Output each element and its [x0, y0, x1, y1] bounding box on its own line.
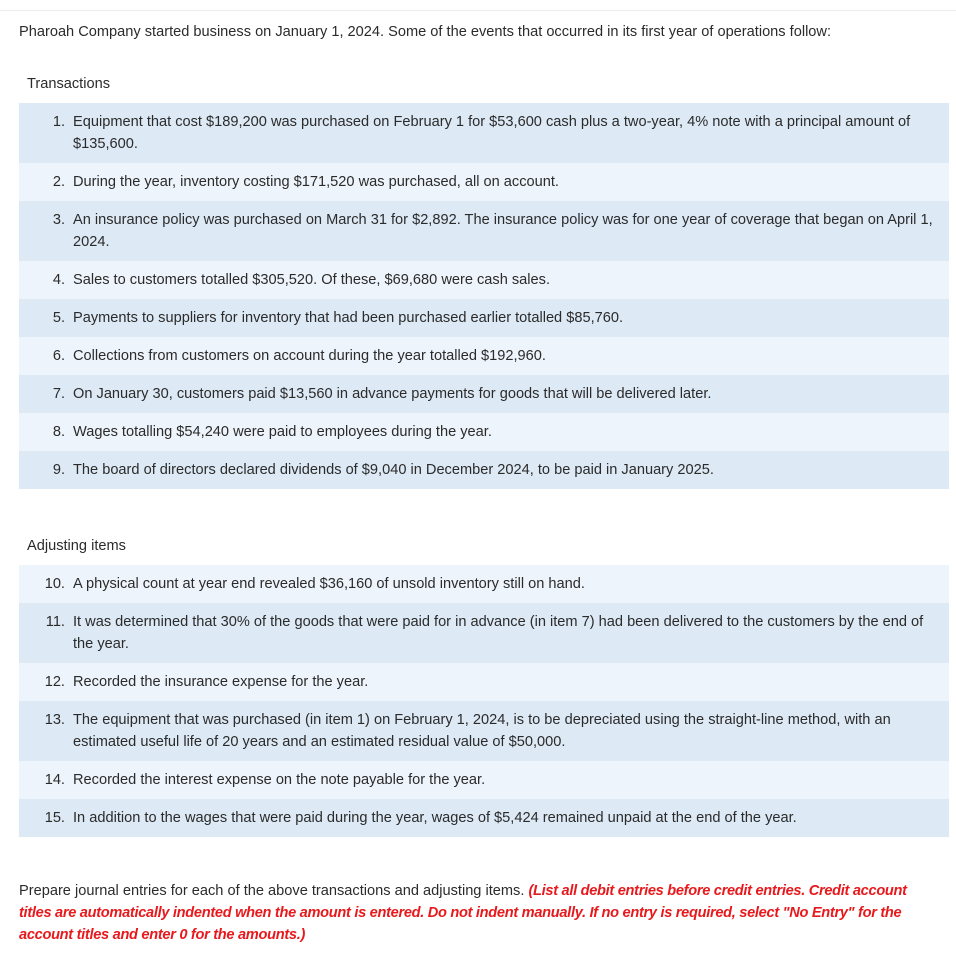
list-item — [19, 799, 949, 837]
item-text: Sales to customers totalled $305,520. Of these, $69,680 were cash sales. — [73, 272, 551, 288]
item-number: 13. — [44, 712, 65, 728]
list-item — [19, 761, 949, 799]
item-text: Collections from customers on account during the year totalled $192,960. — [73, 348, 546, 364]
item-text: In addition to the wages that were paid during the year, wages of $5,424 remained unpaid at the end of the year. — [73, 810, 797, 826]
item-number: 3. — [52, 212, 65, 228]
adjusting-heading: Adjusting items — [27, 538, 126, 554]
item-number: 11. — [45, 614, 65, 630]
list-item — [19, 565, 949, 603]
list-item — [19, 163, 949, 201]
list-item — [19, 299, 949, 337]
instructions-note: (List all debit entries before credit entries. Credit account titles are automatically indented when the amount is entered. Do not indent manually. If no entry is required, select "No Entry" for the account titles and enter 0 for the amounts.) — [19, 883, 907, 943]
item-text: It was determined that 30% of the goods that were paid for in advance (in item 7) had been delivered to the customers by the end of the year. — [73, 614, 924, 652]
list-item — [19, 375, 949, 413]
list-item — [19, 701, 949, 761]
list-item — [19, 451, 949, 489]
list-item — [19, 413, 949, 451]
item-number: 9. — [52, 462, 65, 478]
item-number: 8. — [52, 424, 65, 440]
item-number: 14. — [44, 772, 65, 788]
item-text: On January 30, customers paid $13,560 in advance payments for goods that will be delivered later. — [73, 386, 712, 402]
item-number: 12. — [44, 674, 65, 690]
item-text: Recorded the interest expense on the note payable for the year. — [73, 772, 486, 788]
list-item — [19, 603, 949, 663]
item-number: 5. — [52, 310, 65, 326]
list-item — [19, 201, 949, 261]
item-number: 4. — [52, 272, 65, 288]
item-text: Payments to suppliers for inventory that had been purchased earlier totalled $85,760. — [73, 310, 624, 326]
item-text: Wages totalling $54,240 were paid to employees during the year. — [73, 424, 492, 440]
top-divider — [0, 10, 956, 11]
item-number: 10. — [44, 576, 65, 592]
instructions-lead: Prepare journal entries for each of the above transactions and adjusting items. — [19, 883, 529, 899]
item-number: 2. — [52, 174, 65, 190]
item-text: During the year, inventory costing $171,520 was purchased, all on account. — [73, 174, 559, 190]
item-number: 7. — [52, 386, 65, 402]
item-text: The equipment that was purchased (in item 1) on February 1, 2024, is to be depreciated using the straight-line method, with an estimated useful life of 20 years and an estimated residual value of $50,000. — [73, 712, 891, 750]
item-text: Equipment that cost $189,200 was purchased on February 1 for $53,600 cash plus a two-year, 4% note with a principal amount of $135,600. — [73, 114, 911, 152]
item-number: 6. — [52, 348, 65, 364]
journal-instructions — [19, 880, 939, 946]
transactions-list — [19, 103, 949, 489]
item-text: Recorded the insurance expense for the year. — [73, 674, 369, 690]
item-text: An insurance policy was purchased on March 31 for $2,892. The insurance policy was for one year of coverage that began on April 1, 2024. — [73, 212, 933, 250]
adjusting-list — [19, 565, 949, 837]
item-number: 15. — [44, 810, 65, 826]
transactions-heading: Transactions — [27, 76, 111, 92]
list-item — [19, 261, 949, 299]
list-item — [19, 663, 949, 701]
item-number: 1. — [52, 114, 65, 130]
item-text: The board of directors declared dividends of $9,040 in December 2024, to be paid in January 2025. — [73, 462, 714, 478]
item-text: A physical count at year end revealed $36,160 of unsold inventory still on hand. — [73, 576, 585, 592]
list-item — [19, 337, 949, 375]
list-item — [19, 103, 949, 163]
problem-intro: Pharoah Company started business on January 1, 2024. Some of the events that occurred in its first year of operations follow: — [19, 24, 832, 40]
